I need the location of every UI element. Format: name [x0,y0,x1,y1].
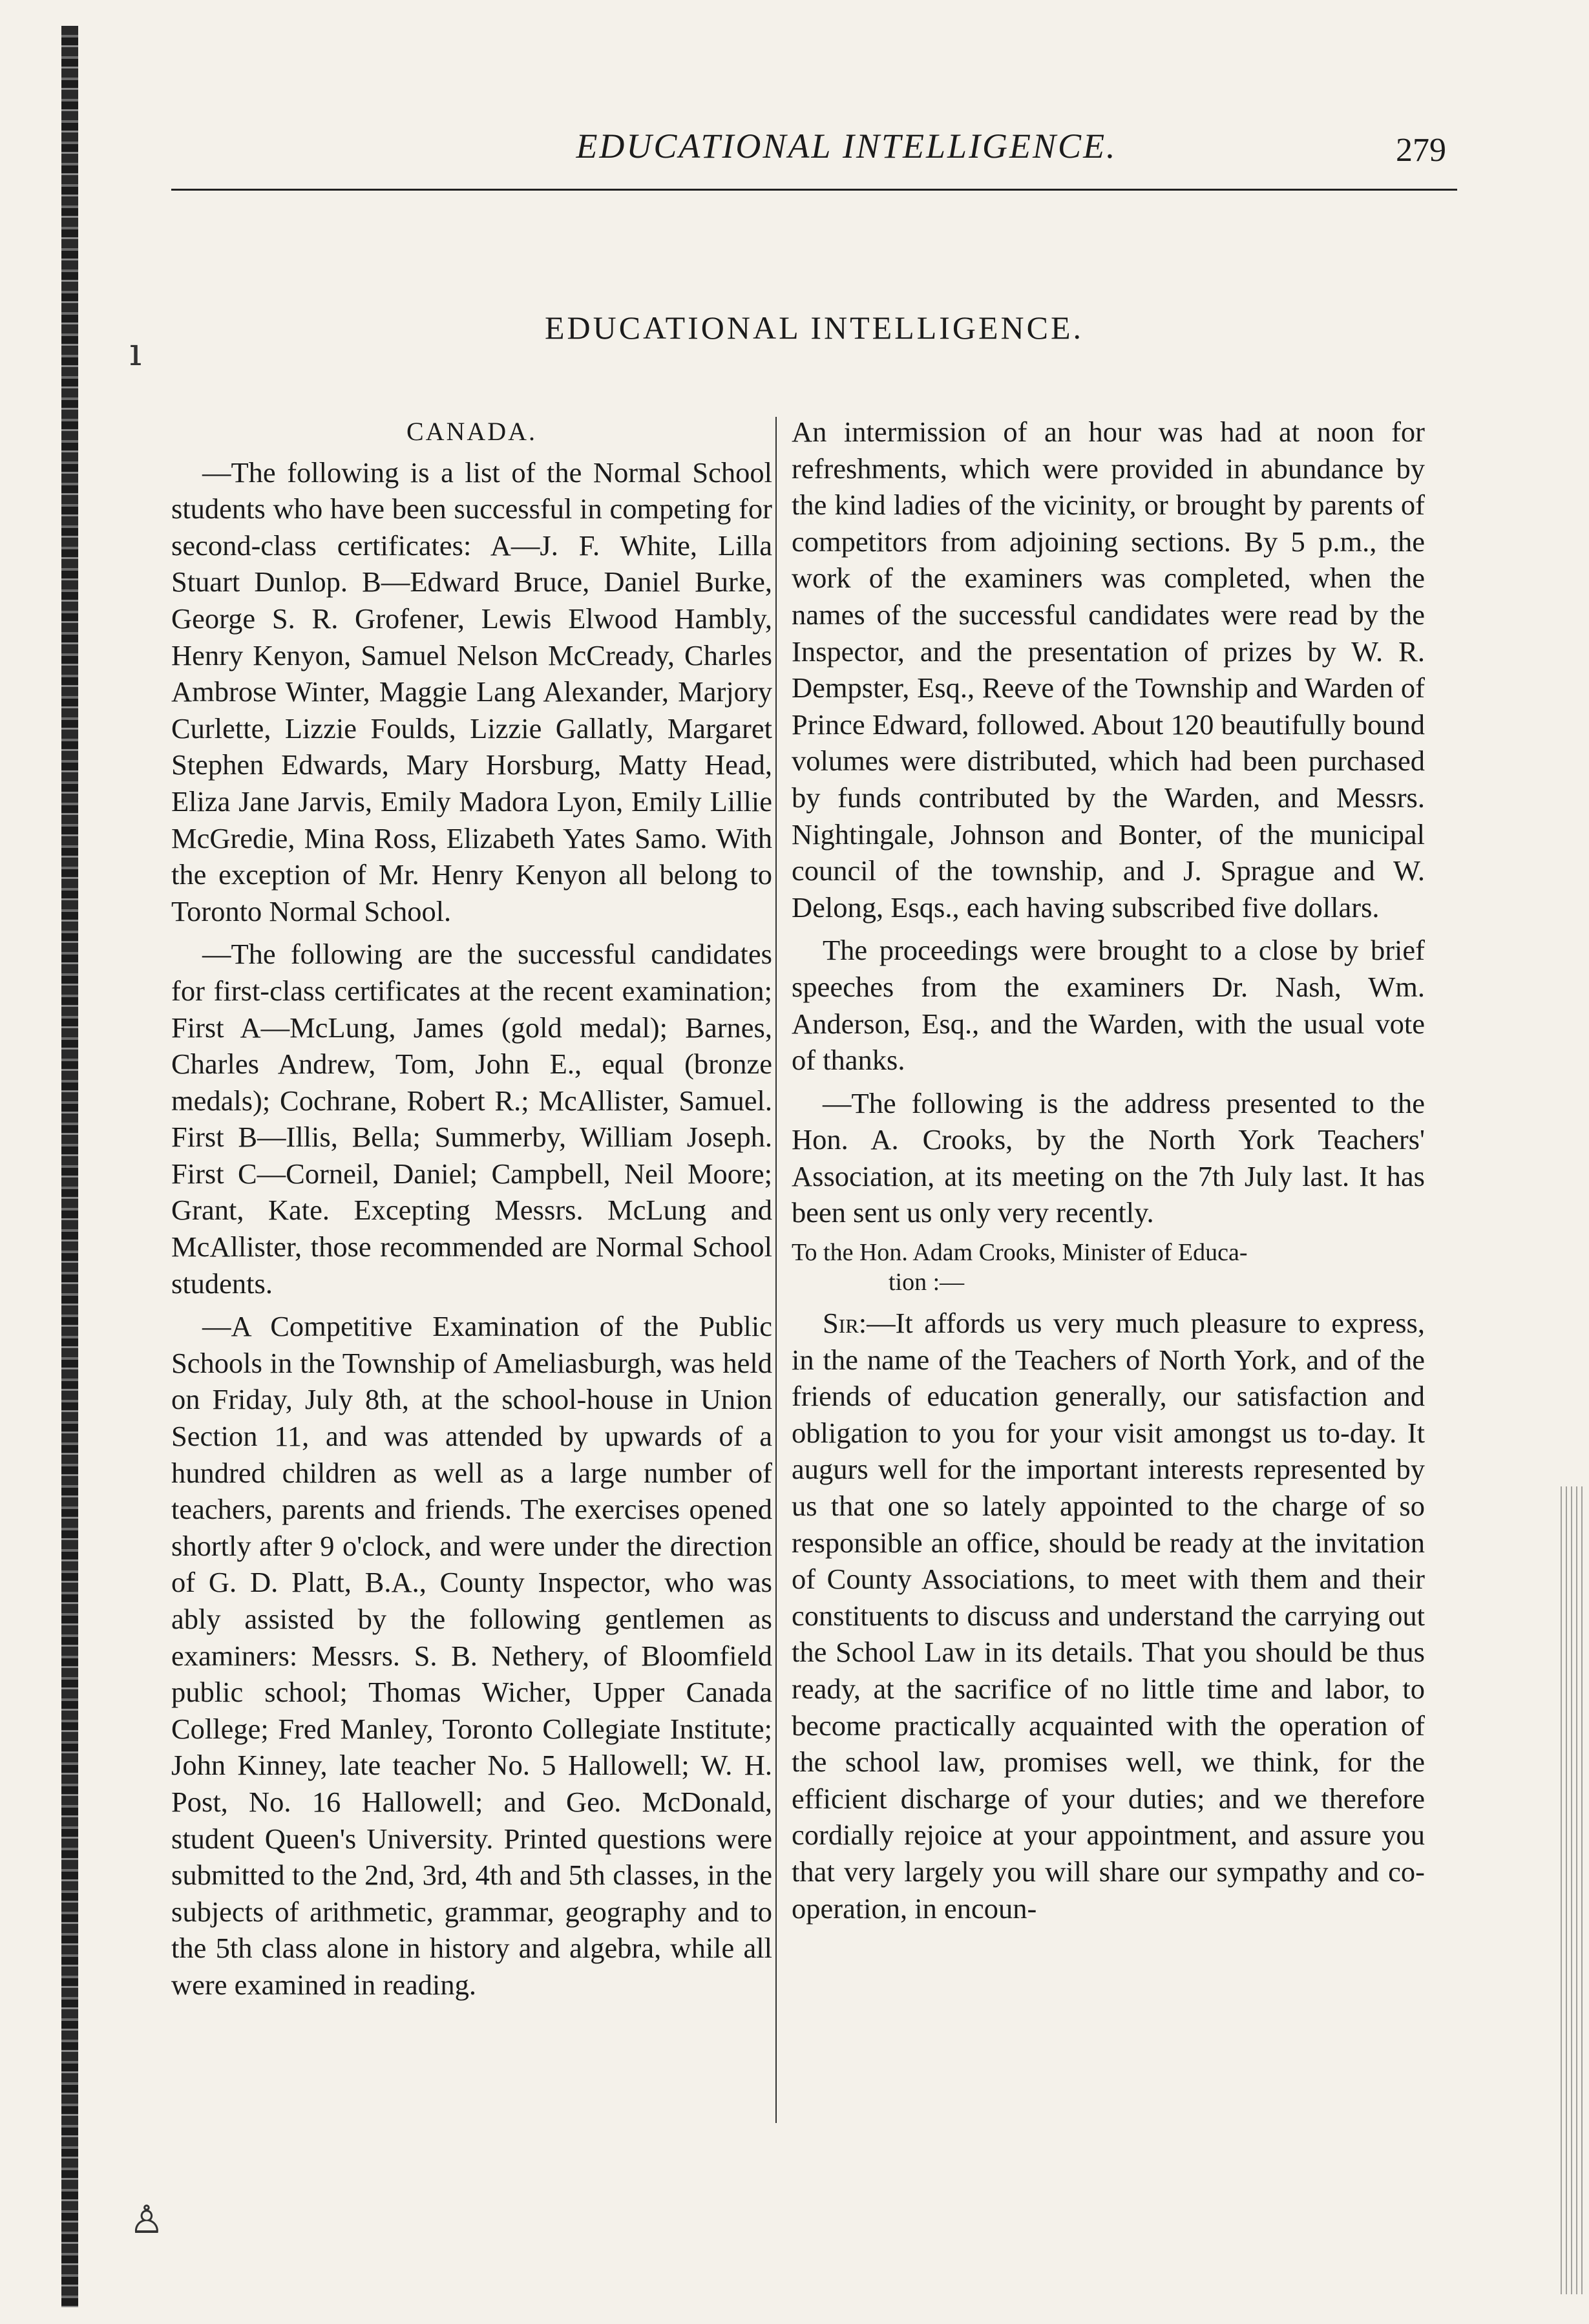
letter-body: :—It affords us very much pleasure to express, in the name of the Teachers of North York, and of the friends of education generally, our satisfaction and obligation to you for your visit amongst us to-day. It augurs well for the important interests represented by us that one so lately appointed to the charge of so responsible an office, should be ready at the invitation of County Associations, to meet with them and their constituents to discuss and understand the carrying out the School Law in its details. That you should be thus ready, at the sacrifice of no little time and labor, to become practically acquainted with the operation of the school law, promises well, we think, for the efficient discharge of your duties; and we therefore cordially rejoice at your appointment, and assure you that very largely you will share our sympathy and co-operation, in encoun- [792,1307,1425,1925]
paragraph-intermission: An intermission of an hour was had at noon for refreshments, which were provided in abundance by the kind ladies of the vicinity, or brought by parents of competitors from adjoining sections. By 5 p.m., the work of the examiners was completed, when the names of the successful candidates were read by the Inspector, and the presentation of prizes by W. R. Dempster, Esq., Reeve of the Township and Warden of Prince Edward, followed. About 120 beautifully bound volumes were distributed, which had been purchased by funds contributed by the Warden, and Messrs. Nightingale, Johnson and Bonter, of the municipal council of the township, and J. Sprague and W. Delong, Esqs., each having subscribed five dollars. [792,416,1425,924]
running-title: EDUCATIONAL INTELLIGENCE. [576,127,1117,165]
left-column [171,414,772,2010]
letter-salutation: Sir [823,1307,859,1340]
section-title: EDUCATIONAL INTELLIGENCE. [544,310,1084,346]
page-header [162,120,1454,178]
header-rule [171,189,1457,191]
book-binding-edge [61,26,78,2307]
address-heading-line2: tion :— [889,1269,965,1296]
column-divider [775,417,777,2123]
paragraph-proceedings: The proceedings were brought to a close by brief speeches from the examiners Dr. Nash, Wm. Anderson, Esq., and the Warden, with the usual vote of thanks. [792,934,1425,1077]
address-heading-line1: To the Hon. Adam Crooks, Minister of Educa- [792,1239,1248,1267]
subhead-canada: CANADA. [406,417,538,446]
paragraph-first-class-list: —The following are the successful candidates for first-class certificates at the recent examination; First A—McLung, James (gold medal); Barnes, Charles Andrew, Tom, John E., equal (bronze medals); Cochrane, Robert R.; McAllister, Samuel. First B—Illis, Bella; Summerby, William Joseph. First C—Corneil, Daniel; Campbell, Neil Moore; Grant, Kate. Excepting Messrs. McLung and McAllister, those recommended are Normal School students. [171,938,772,1300]
footer-printer-mark-icon: ♙ [129,2197,164,2243]
margin-mark-icon: ı [129,330,142,375]
page-edge-shadow [1557,1486,1583,2294]
page-number: 279 [1396,132,1446,169]
letter-body-paragraph [792,1305,1425,1927]
right-column [792,414,1425,1933]
paragraph-ameliasburgh-examination: —A Competitive Examination of the Public Schools in the Township of Ameliasburgh, was held on Friday, July 8th, at the school-house in Union Section 11, and was attended by upwards of a hundred children as well as a large number of teachers, parents and friends. The exercises opened shortly after 9 o'clock, and were under the direction of G. D. Platt, B.A., County Inspector, who was ably assisted by the following gentlemen as examiners: Messrs. S. B. Nethery, of Bloomfield public school; Thomas Wicher, Upper Canada College; Fred Manley, Toronto Collegiate Institute; John Kinney, late teacher No. 5 Hallowell; W. H. Post, No. 16 Hallowell; and Geo. McDonald, student Queen's University. Printed questions were submitted to the 2nd, 3rd, 4th and 5th classes, in the subjects of arithmetic, grammar, geography and to the 5th class alone in history and algebra, while all were examined in reading. [171,1310,772,2001]
address-heading [792,1238,1425,1297]
paragraph-address-intro: —The following is the address presented to the Hon. A. Crooks, by the North York Teachers' Association, at its meeting on the 7th July last. It has been sent us only very recently. [792,1086,1425,1229]
paragraph-second-class-list: —The following is a list of the Normal School students who have been successful in competing for second-class certificates: A—J. F. White, Lilla Stuart Dunlop. B—Edward Bruce, Daniel Burke, George S. R. Grofener, Lewis Elwood Hambly, Henry Kenyon, Samuel Nelson McCready, Charles Ambrose Winter, Maggie Lang Alexander, Marjory Curlette, Lizzie Foulds, Lizzie Gallatly, Margaret Stephen Edwards, Mary Horsburg, Matty Head, Eliza Jane Jarvis, Emily Madora Lyon, Emily Lillie McGredie, Mina Ross, Elizabeth Yates Samo. With the exception of Mr. Henry Kenyon all belong to Toronto Normal School. [171,456,772,927]
